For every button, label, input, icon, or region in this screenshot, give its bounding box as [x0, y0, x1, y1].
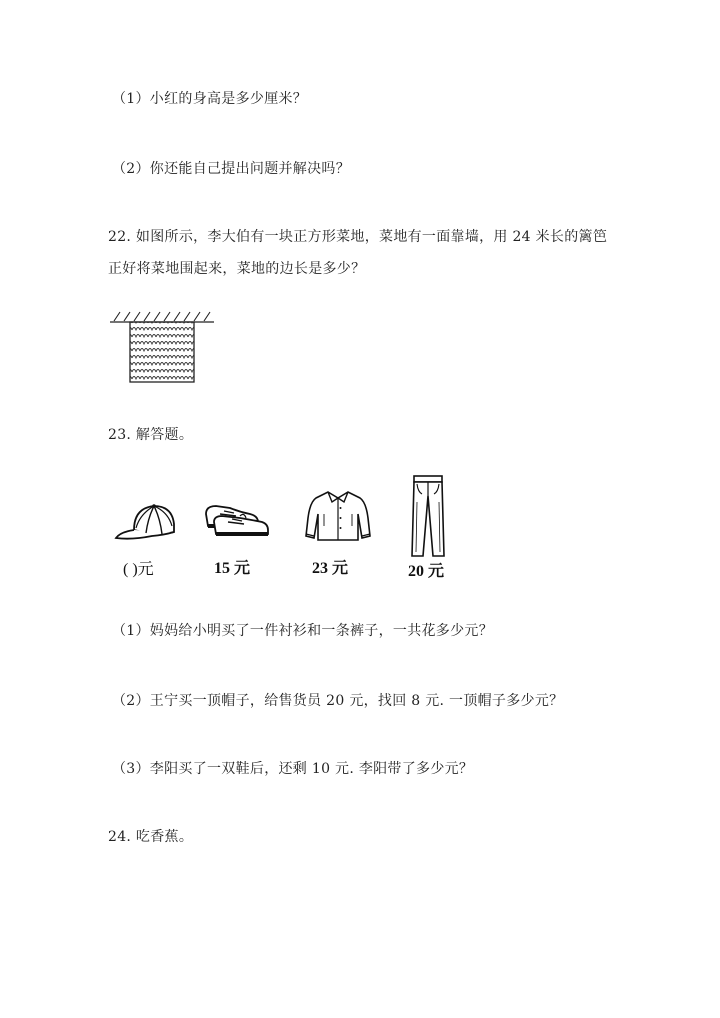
- shoes-price: 15 元: [214, 560, 251, 577]
- q23-sub3: （3）李阳买了一双鞋后，还剩 10 元. 李阳带了多少元？: [112, 761, 474, 777]
- q24-title: 24. 吃香蕉。: [108, 829, 194, 845]
- q23-title: 23. 解答题。: [108, 427, 194, 443]
- shoes-icon: [200, 500, 270, 540]
- q23-sub1: （1）妈妈给小明买了一件衬衫和一条裤子，一共花多少元？: [112, 623, 494, 639]
- q22-text-line2: 正好将菜地围起来，菜地的边长是多少？: [108, 261, 366, 277]
- q22-text-line1: 22. 如图所示，李大伯有一块正方形菜地，菜地有一面靠墙，用 24 米长的篱笆: [108, 229, 608, 245]
- shirt-price: 23 元: [312, 560, 349, 577]
- q21-sub1: （1）小红的身高是多少厘米？: [112, 91, 308, 107]
- pants-icon: [408, 472, 448, 558]
- cap-icon: [112, 502, 178, 544]
- cap-price: ( )元: [123, 561, 154, 578]
- q21-sub2: （2）你还能自己提出问题并解决吗？: [112, 161, 351, 177]
- shirt-icon: [302, 486, 374, 544]
- pants-price: 20 元: [408, 563, 445, 580]
- square-garden-figure: [108, 310, 218, 385]
- q23-sub2: （2）王宁买一顶帽子，给售货员 20 元，找回 8 元. 一顶帽子多少元？: [112, 693, 564, 709]
